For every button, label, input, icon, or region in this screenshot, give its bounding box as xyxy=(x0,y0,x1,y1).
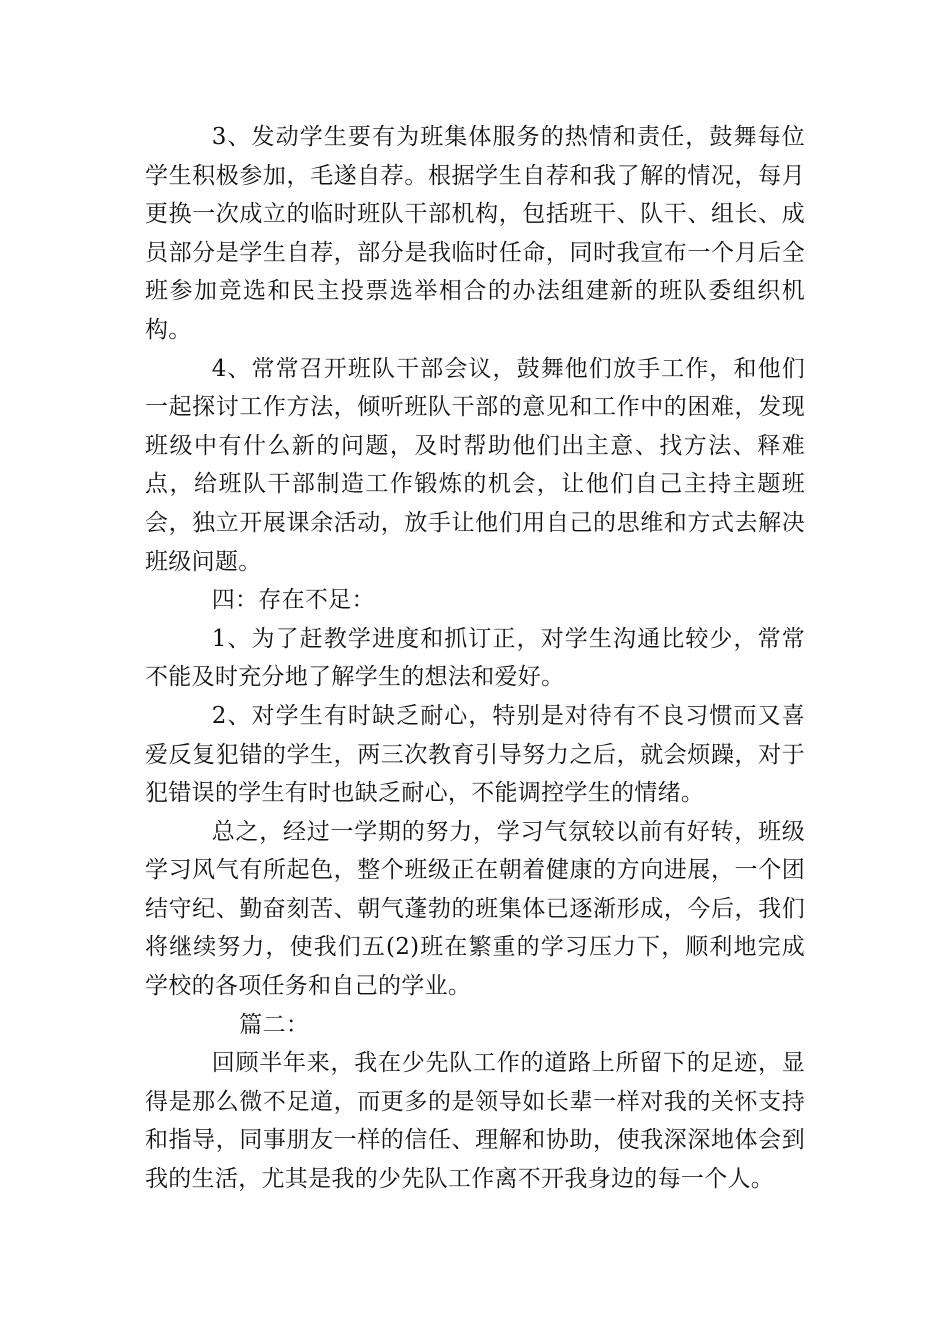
paragraph-point-4: 4、常常召开班队干部会议，鼓舞他们放手工作，和他们一起探讨工作方法，倾听班队干部的意见和工作中的困难，发现班级中有什么新的问题，及时帮助他们出主意、找方法、释难点，给班队干部制造工作锻炼的机会，让他们自己主持主题班会，独立开展课余活动，放手让他们用自己的思维和方式去解决班级问题。 xyxy=(145,355,805,575)
section-heading-shortcomings: 四：存在不足： xyxy=(211,587,375,614)
paragraph-point-3: 3、发动学生要有为班集体服务的热情和责任，鼓舞每位学生积极参加，毛遂自荐。根据学生自荐和我了解的情况，每月更换一次成立的临时班队干部机构，包括班干、队干、组长、成员部分是学生自荐，部分是我临时任命，同时我宣布一个月后全班参加竞选和民主投票选举相合的办法组建新的班队委组织机构。 xyxy=(145,124,805,343)
paragraph-shortcoming-1: 1、为了赶教学进度和抓订正，对学生沟通比较少，常常不能及时充分地了解学生的想法和爱好。 xyxy=(145,625,805,691)
part-heading-two: 篇二： xyxy=(239,1011,310,1038)
paragraph-review: 回顾半年来，我在少先队工作的道路上所留下的足迹，显得是那么微不足道，而更多的是领导如长辈一样对我的关怀支持和指导，同事朋友一样的信任、理解和协助，使我深深地体会到我的生活，尤其是我的少先队工作离不开我身边的每一个人。 xyxy=(145,1050,805,1193)
document-body xyxy=(145,118,805,1199)
paragraph-summary: 总之，经过一学期的努力，学习气氛较以前有好转，班级学习风气有所起色，整个班级正在朝着健康的方向进展，一个团结守纪、勤奋刻苦、朝气蓬勃的班集体已逐渐形成，今后，我们将继续努力，使我们五(2)班在繁重的学习压力下，顺利地完成学校的各项任务和自己的学业。 xyxy=(145,818,805,1000)
paragraph-shortcoming-2: 2、对学生有时缺乏耐心，特别是对待有不良习惯而又喜爱反复犯错的学生，两三次教育引导努力之后，就会烦躁，对于犯错误的学生有时也缺乏耐心，不能调控学生的情绪。 xyxy=(145,702,805,807)
